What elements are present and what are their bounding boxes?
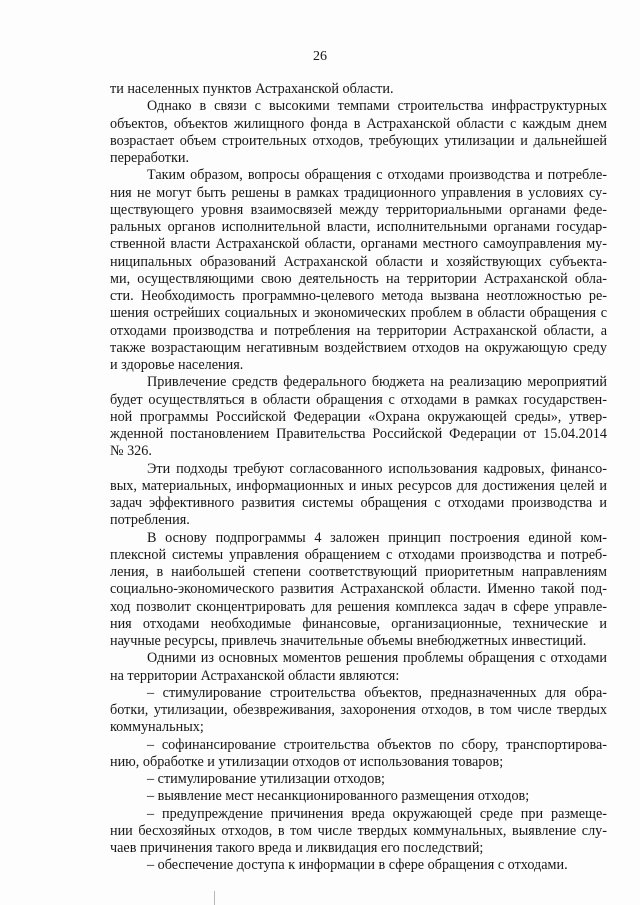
text-line: ти населенных пунктов Астраханской области. [110, 81, 394, 97]
text-line: ниципальных образований Астраханской области и хозяйствующих субъекта- [110, 253, 607, 270]
text-line: – обеспечение доступа к информации в сфере обращения с отходами. [147, 857, 568, 874]
text-line: – предупреждение причинения вреда окружающей среде при размеще- [147, 805, 607, 822]
text-line: Одними из основных моментов решения проблемы обращения с отходами [147, 650, 607, 667]
text-line: ния отходами необходимые финансовые, организационные, технические и [110, 615, 607, 632]
text-line: ществующего уровня взаимосвязей между территориальными органами феде- [110, 201, 607, 218]
page-number: 26 [313, 49, 327, 64]
text-line: плексной системы управления обращением с отходами производства и потреб- [110, 546, 607, 563]
text-line: Эти подходы требуют согласованного использования кадровых, финансо- [147, 460, 607, 477]
text-line: вых, материальных, информационных и иных ресурсов для достижения целей и [110, 477, 607, 494]
text-line: ния не могут быть решены в рамках традиционного управления в условиях су- [110, 184, 607, 201]
text-line: ми, осуществляющими свою деятельность на территории Астраханской обла- [110, 270, 607, 287]
text-line: и здоровье населения. [110, 357, 244, 373]
text-line: сти. Необходимость программно-целевого метода вызвана неотложностью ре- [110, 288, 607, 304]
text-line: нию, обработке и утилизации отходов от использования товаров; [110, 753, 504, 770]
text-line: ной программы Российской Федерации «Охрана окружающей среды», утвер- [110, 408, 607, 425]
text-line: будет осуществляться в области обращения с отходами в рамках государствен- [110, 391, 607, 408]
text-line: объектов, объектов жилищного фонда в Астраханской области с каждым днем [110, 115, 607, 132]
text-line: Таким образом, вопросы обращения с отходами производства и потребле- [147, 167, 607, 184]
text-line: ления, в наибольшей степени соответствующий приоритетным направлениям [110, 564, 607, 580]
text-line: также возрастающим негативным воздействием отходов на окружающую среду [110, 339, 607, 356]
text-line: – стимулирование утилизации отходов; [147, 771, 385, 787]
text-line: В основу подпрограммы 4 заложен принцип построения единой ком- [147, 529, 607, 546]
text-line: – стимулирование строительства объектов, предназначенных для обра- [147, 684, 607, 701]
text-line: нии бесхозяйных отходов, в том числе твердых коммунальных, выявление слу- [110, 822, 607, 839]
text-line: коммунальных; [110, 719, 204, 736]
text-line: ход позволит сконцентрировать для решения комплекса задач в сфере управле- [110, 598, 607, 615]
text-line: ственной власти Астраханской области, органами местного самоуправления му- [110, 236, 607, 253]
text-line: – выявление мест несанкционированного размещения отходов; [147, 788, 530, 805]
text-line: шения острейших социальных и экономических проблем в области обращения с [110, 305, 607, 322]
text-line: ботки, утилизации, обезвреживания, захоронения отходов, в том числе твердых [110, 702, 607, 718]
text-line: научные ресурсы, привлечь значительные объемы внебюджетных инвестиций. [110, 633, 587, 649]
text-line: ральных органов исполнительной власти, исполнительными органами государ- [110, 219, 607, 235]
text-line: социально-экономического развития Астраханской области. Именно такой под- [110, 581, 607, 598]
text-line: задач эффективного развития системы обращения с отходами производства и [110, 495, 607, 511]
text-line: – софинансирование строительства объектов по сбору, транспортирова- [147, 736, 607, 753]
text-line: отходами производства и потребления на территории Астраханской области, а [110, 322, 607, 339]
text-line: потребления. [110, 512, 190, 529]
text-line: переработки. [110, 150, 190, 166]
text-line: Однако в связи с высокими темпами строительства инфраструктурных [147, 98, 607, 115]
text-line: № 326. [110, 443, 152, 460]
scan-edge-mark [214, 891, 215, 905]
text-line: возрастает объем строительных отходов, требующих утилизации и дальнейшей [110, 132, 607, 149]
text-line: Привлечение средств федерального бюджета на реализацию мероприятий [147, 374, 607, 391]
text-line: жденной постановлением Правительства Российской Федерации от 15.04.2014 [110, 426, 607, 442]
text-line: на территории Астраханской области являются: [110, 667, 400, 684]
text-line: чаев причинения такого вреда и ликвидация его последствий; [110, 840, 484, 856]
